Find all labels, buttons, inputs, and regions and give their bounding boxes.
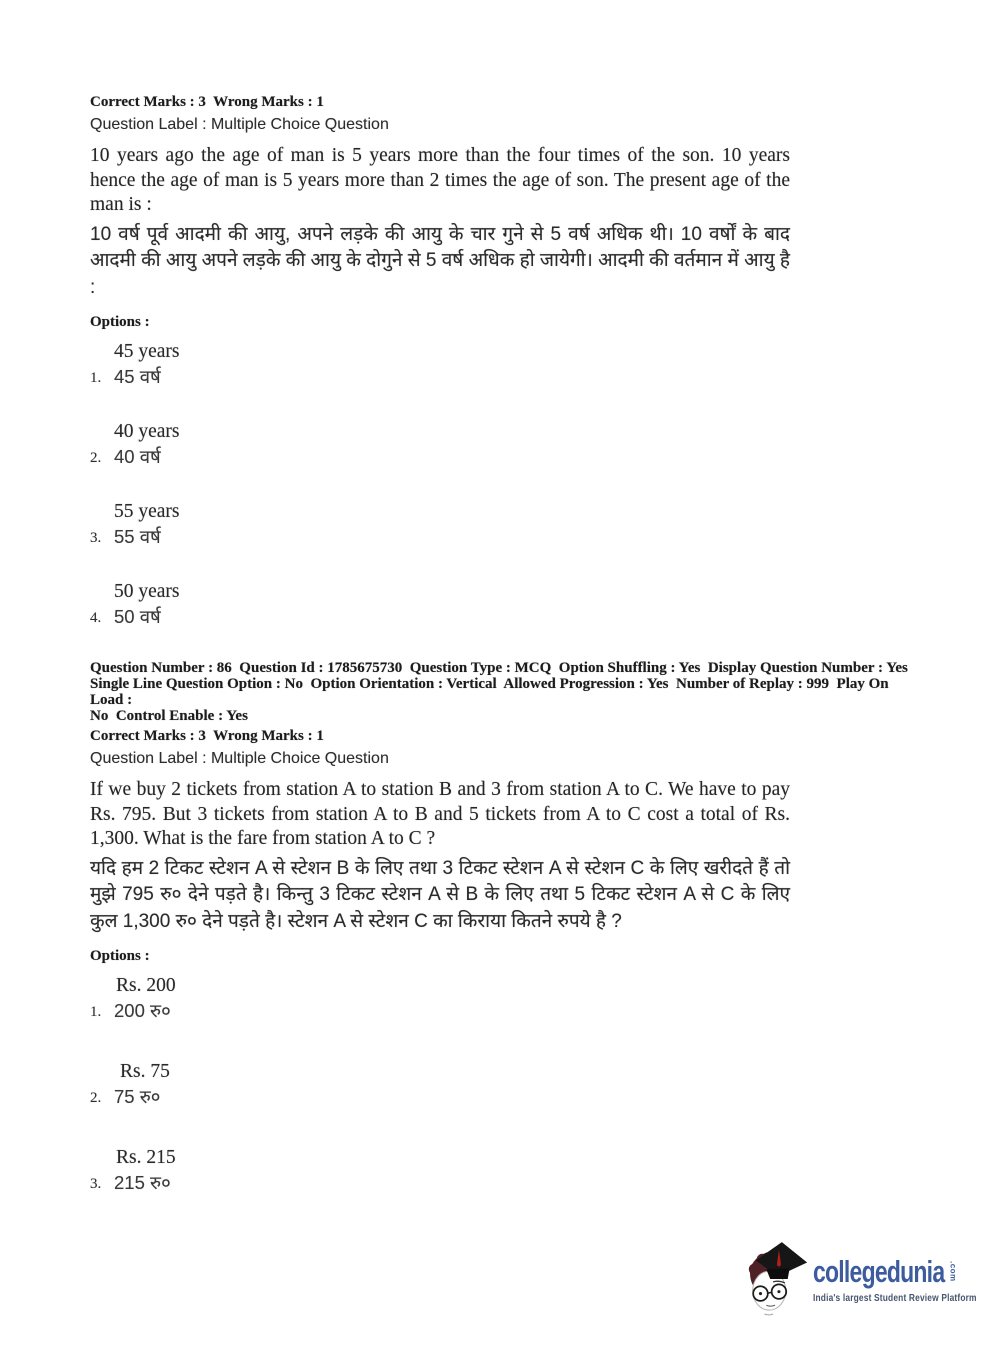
options-list <box>90 340 915 630</box>
option-text-hindi: 50 वर्ष <box>114 606 161 627</box>
option-text-hindi: 215 रु० <box>114 1172 171 1193</box>
question-text-english: 10 years ago the age of man is 5 years more than the four times of the son. 10 years hence the age of man is 5 years more than 2 times the age of son. The present age of the man is : <box>90 145 790 215</box>
collegedunia-logo <box>743 1240 1001 1318</box>
option-number: 1. <box>90 1004 102 1020</box>
option-number: 2. <box>90 1090 102 1106</box>
option-text-english: 40 years <box>114 421 180 442</box>
option-row-3 <box>90 1146 915 1196</box>
brand-name: collegedunia <box>813 1254 945 1289</box>
option-number: 3. <box>90 530 102 546</box>
question-85-block <box>90 94 915 630</box>
question-text-hindi: यदि हम 2 टिकट स्टेशन A से स्टेशन B के लिए तथा 3 टिकट स्टेशन A से स्टेशन C के लिए खरीदते हैं तो मुझे 795 रु० देने पड़ते है। किन्तु 3 टिकट स्टेशन A से B के लिए तथा 5 टिकट स्टेशन A से C के लिए कुल 1,300 रु० देने पड़ते है। स्टेशन A से स्टेशन C का किराया कितने रुपये है ? <box>90 857 790 932</box>
brand-suffix: .com <box>948 1261 958 1282</box>
brand-tagline: India's largest Student Review Platform <box>813 1292 977 1304</box>
question-text-english: If we buy 2 tickets from station A to station B and 3 from station A to C. We have to pay Rs. 795. But 3 tickets from station A to B and 5 tickets from A to C cost a total of Rs. 1,300. What is the fare from station A to C ? <box>90 779 790 849</box>
question-text-hindi: 10 वर्ष पूर्व आदमी की आयु, अपने लड़के की आयु के चार गुने से 5 वर्ष अधिक थी। 10 वर्षों के बाद आदमी की आयु अपने लड़के की आयु के दोगुने से 5 वर्ष अधिक हो जायेगी। आदमी की वर्तमान में आयु है : <box>90 223 790 298</box>
metadata-line: Question Number : 86 Question Id : 1785675730 Question Type : MCQ Option Shuffling : Yes Display Question Number : Yes <box>90 660 908 676</box>
metadata-line: No Control Enable : Yes <box>90 708 248 724</box>
marks-line: Correct Marks : 3 Wrong Marks : 1 <box>90 728 324 744</box>
options-heading: Options : <box>90 948 150 964</box>
option-text-english: Rs. 215 <box>116 1147 176 1168</box>
metadata-line: Single Line Question Option : No Option Orientation : Vertical Allowed Progression : Yes Number of Replay : 999 Play On Load : <box>90 676 893 708</box>
option-number: 4. <box>90 610 102 626</box>
option-text-hindi: 200 रु० <box>114 1000 171 1021</box>
graduate-mascot-icon <box>743 1240 811 1318</box>
option-row-1 <box>90 340 915 390</box>
question-label-line: Question Label : Multiple Choice Question <box>90 116 389 133</box>
question-metadata <box>90 660 914 724</box>
option-row-3 <box>90 500 915 550</box>
option-text-hindi: 40 वर्ष <box>114 446 161 467</box>
option-number: 2. <box>90 450 102 466</box>
option-text-english: Rs. 75 <box>120 1061 170 1082</box>
logo-text-block <box>813 1240 1001 1306</box>
option-text-hindi: 55 वर्ष <box>114 526 161 547</box>
option-row-1 <box>90 974 915 1024</box>
question-86-block <box>90 660 915 1196</box>
option-text-english: 55 years <box>114 501 180 522</box>
option-number: 3. <box>90 1176 102 1192</box>
option-row-4 <box>90 580 915 630</box>
option-text-english: 45 years <box>114 341 180 362</box>
option-row-2 <box>90 1060 915 1110</box>
option-row-2 <box>90 420 915 470</box>
option-text-english: Rs. 200 <box>116 975 176 996</box>
option-text-hindi: 75 रु० <box>114 1086 161 1107</box>
page-content <box>90 90 915 1232</box>
option-text-english: 50 years <box>114 581 180 602</box>
marks-line: Correct Marks : 3 Wrong Marks : 1 <box>90 94 324 110</box>
option-text-hindi: 45 वर्ष <box>114 366 161 387</box>
question-label-line: Question Label : Multiple Choice Question <box>90 750 389 767</box>
options-list <box>90 974 915 1196</box>
options-heading: Options : <box>90 314 150 330</box>
option-number: 1. <box>90 370 102 386</box>
